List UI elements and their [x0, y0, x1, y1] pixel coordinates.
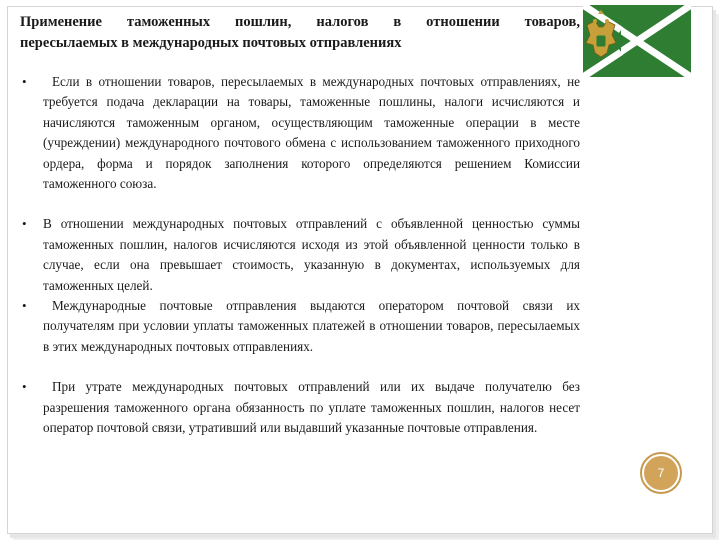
slide-body — [22, 72, 580, 439]
title-line-2: пересылаемых в международных почтовых отправлениях — [20, 35, 402, 51]
slide-title — [20, 12, 580, 54]
list-item — [22, 377, 580, 438]
page-number-badge — [640, 452, 682, 494]
title-line-1: Применение таможенных пошлин, налогов в отношении товаров, — [20, 14, 580, 30]
list-item — [22, 72, 580, 194]
list-item — [22, 214, 580, 296]
bullet-marker: • — [22, 74, 27, 89]
list-item-text: Международные почтовые отправления выдаются оператором почтовой связи их получателям при условии уплаты таможенных платежей в отношении товаров, пересылаемых в этих международных почтовых отправлениях. — [43, 298, 580, 354]
list-item — [22, 296, 580, 357]
bullet-marker: • — [22, 379, 27, 395]
bullet-marker: • — [22, 216, 27, 232]
list-item-text: Если в отношении товаров, пересылаемых в международных почтовых отправлениях, не требуется подача декларации на товары, таможенные пошлины, налоги исчисляются и начисляются таможенным органом, осуществляющим таможенные операции в месте (учреждении) международного почтового обмена с использованием таможенного приходного ордера, форма и порядок заполнения которого определяются решением Комиссии таможенного союза. — [43, 74, 580, 192]
page-number: 7 — [644, 456, 678, 490]
list-item-text: В отношении международных почтовых отправлений с объявленной ценностью суммы таможенных пошлин, налогов исчисляются исходя из этой объявленной ценности только в случае, если она превышает стоимость, указанную в документах, используемых для таможенных целей. — [43, 216, 580, 293]
bullet-marker: • — [22, 298, 27, 314]
customs-service-flag-emblem-icon — [583, 5, 691, 77]
list-item-text: При утрате международных почтовых отправлений или их выдаче получателю без разрешения таможенного органа обязанность по уплате таможенных пошлин, налогов несет оператор почтовой связи, утративший или выдавший указанные почтовые отправления. — [43, 379, 580, 436]
